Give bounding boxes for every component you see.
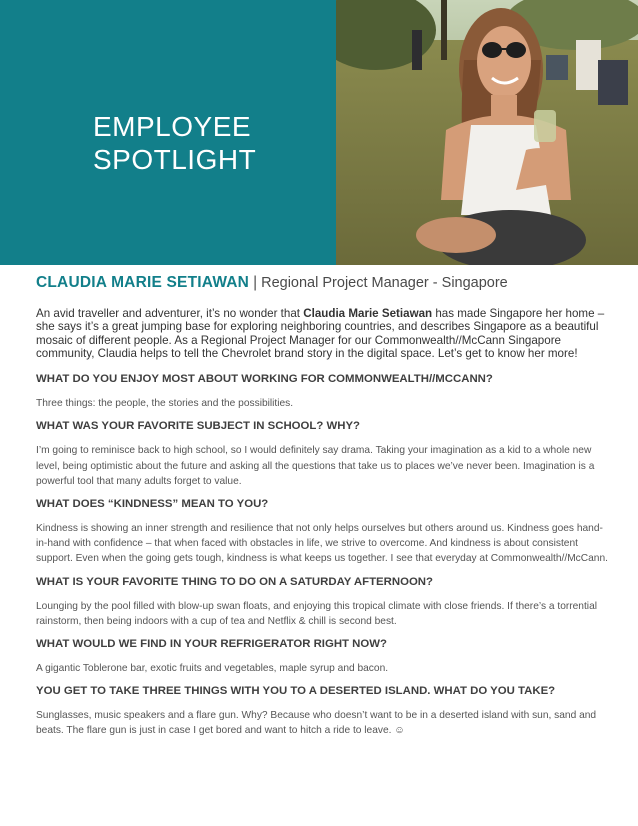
hero-banner bbox=[0, 0, 638, 265]
header-separator: | bbox=[253, 274, 258, 291]
answer-5: A gigantic Toblerone bar, exotic fruits and vegetables, maple syrup and bacon. bbox=[36, 663, 389, 675]
intro-bold-name: Claudia Marie Setiawan bbox=[303, 307, 433, 320]
teal-title-panel bbox=[0, 0, 336, 265]
answer-1: Three things: the people, the stories and the possibilities. bbox=[36, 398, 294, 410]
banner-title-line-2: SPOTLIGHT bbox=[93, 144, 257, 175]
question-1: WHAT DO YOU ENJOY MOST ABOUT WORKING FOR COMMONWEALTH//MCCANN? bbox=[36, 373, 493, 386]
answer-3: Kindness is showing an inner strength and resilience that not only helps ourselves but others around us. Kindness goes hand-in-hand with confidence – that when faced with obstacles in life, we strive to overcome. And kindness is about consistent support. Even when the going gets tough, kindness is what keeps us together. I see that everyday at Commonwealth//McCann. bbox=[36, 523, 608, 565]
intro-text-1: An avid traveller and adventurer, it’s no wonder that bbox=[36, 307, 304, 320]
answer-2: I’m going to reminisce back to high school, so I would definitely say drama. Taking your imagination as a kid to a whole new level, being optimistic about the future and asking all the questions that take us to places we’ve never been. Imagination is a powerful tool that many adults forget to value. bbox=[36, 445, 595, 487]
question-5: WHAT WOULD WE FIND IN YOUR REFRIGERATOR RIGHT NOW? bbox=[36, 638, 387, 651]
answer-6: Sunglasses, music speakers and a flare gun. Why? Because who doesn’t want to be in a deserted island with sun, sand and beats. The flare gun is just in case I get bored and want to hitch a ride to leave. ☺ bbox=[36, 710, 597, 737]
intro-paragraph bbox=[36, 307, 608, 360]
intro-text-2: has made Singapore her home – she says it’s a great jumping base for exploring neighboring countries, and describes Singapore as a beautiful mosaic of different people. As a Regional Project Manager for our Commonwealth//McCann Singapore community, Claudia helps to tell the Chevrolet brand story in the digital space. Let’s get to know her more! bbox=[36, 307, 605, 360]
employee-name: CLAUDIA MARIE SETIAWAN bbox=[36, 274, 250, 291]
answer-4: Lounging by the pool filled with blow-up swan floats, and enjoying this tropical climate with close friends. If there’s a torrential rainstorm, then being indoors with a cup of tea and Netflix & chill is second best. bbox=[36, 600, 597, 627]
article-body bbox=[36, 307, 608, 747]
question-4: WHAT IS YOUR FAVORITE THING TO DO ON A SATURDAY AFTERNOON? bbox=[36, 575, 433, 588]
banner-title-line-1: EMPLOYEE bbox=[93, 111, 252, 142]
employee-header bbox=[36, 274, 626, 292]
question-6: YOU GET TO TAKE THREE THINGS WITH YOU TO A DESERTED ISLAND. WHAT DO YOU TAKE? bbox=[36, 685, 556, 698]
banner-title bbox=[93, 110, 256, 176]
question-2: WHAT WAS YOUR FAVORITE SUBJECT IN SCHOOL? WHY? bbox=[36, 420, 361, 433]
employee-role: Regional Project Manager - Singapore bbox=[261, 275, 508, 291]
question-3: WHAT DOES “KINDNESS” MEAN TO YOU? bbox=[36, 498, 269, 510]
employee-photo bbox=[336, 0, 638, 265]
